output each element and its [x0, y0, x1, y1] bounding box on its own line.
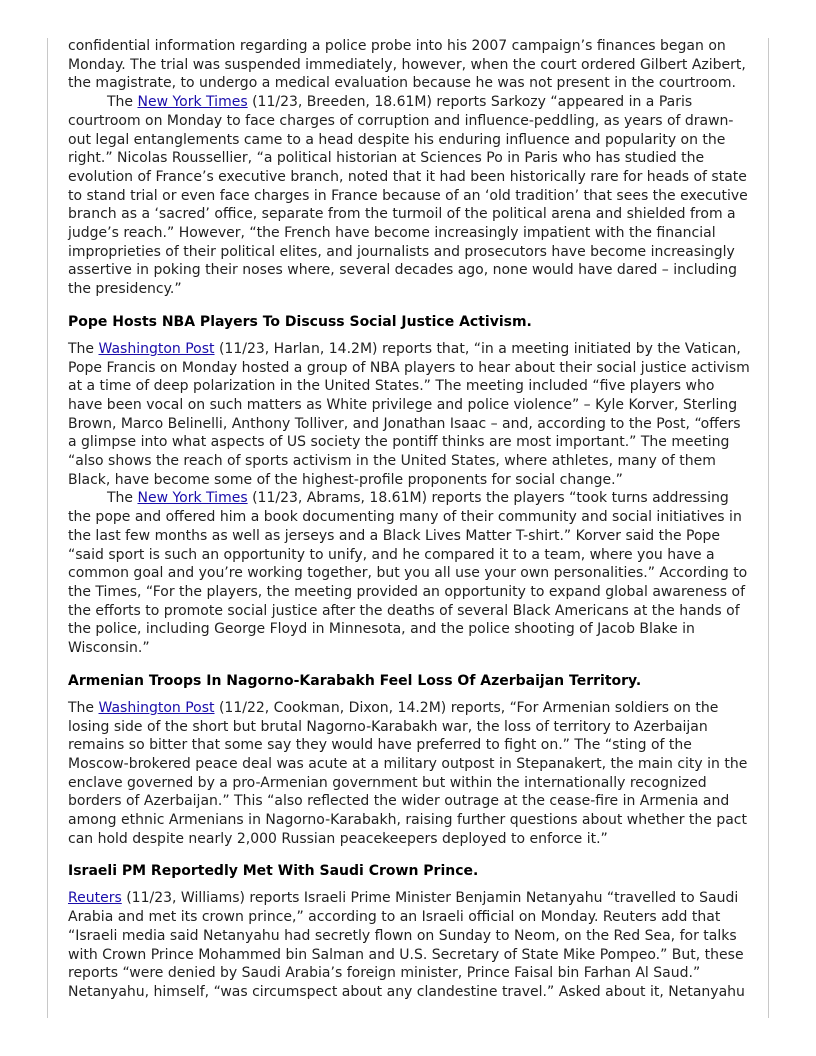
article-headline: Pope Hosts NBA Players To Discuss Social Justice Activism. [68, 313, 532, 330]
article-israeli-pm [68, 862, 750, 1001]
paragraph [68, 489, 750, 657]
paragraph [68, 93, 750, 299]
source-link-new-york-times[interactable]: New York Times [137, 490, 248, 507]
paragraph-prefix: The [107, 94, 138, 111]
left-margin-rule [47, 38, 48, 1018]
paragraph-text: (11/23, Breeden, 18.61M) reports Sarkozy “appeared in a Paris courtroom on Monday to face charges of corruption and influence-peddling, as years of drawn-out legal entanglements came to a head despite his enduring influence and popularity on the right.” Nicolas Roussellier, “a political historian at Sciences Po in Paris who has studied the evolution of France’s executive branch, noted that it had been historically rare for heads of state to stand trial or even face charges in France because of an ‘old tradition’ that sees the executive branch as a ‘sacred’ office, separate from the turmoil of the political arena and shielded from a judge’s reach.” However, “the French have become increasingly impatient with the financial improprieties of their political elites, and journalists and prosecutors have become increasingly assertive in poking their noses where, several decades ago, none would have dared – including the presidency.” [68, 94, 748, 298]
right-margin-rule [768, 38, 769, 1018]
paragraph-text: (11/23, Harlan, 14.2M) reports that, “in a meeting initiated by the Vatican, Pope Francis on Monday hosted a group of NBA players to hear about their social justice activism at a time of deep polarization in the United States.” The meeting included “five players who have been vocal on such matters as White privilege and police violence” – Kyle Korver, Sterling Brown, Marco Belinelli, Anthony Tolliver, and Jonathan Isaac – and, according to the Post, “offers a glimpse into what aspects of US society the pontiff thinks are most important.” The meeting “also shows the reach of sports activism in the United States, where athletes, many of them Black, have become some of the highest-profile proponents for social change.” [68, 340, 750, 488]
paragraph [68, 699, 750, 849]
paragraph [68, 340, 750, 490]
article-sarkozy-trial [68, 37, 750, 299]
source-link-washington-post[interactable]: Washington Post [98, 340, 215, 357]
paragraph-prefix: The [68, 699, 99, 716]
source-link-washington-post[interactable]: Washington Post [98, 699, 215, 716]
document-body [68, 37, 750, 1002]
article-armenian-troops [68, 672, 750, 849]
paragraph-prefix: The [107, 490, 138, 507]
paragraph [68, 37, 750, 93]
source-link-reuters[interactable]: Reuters [68, 890, 122, 907]
paragraph-text: confidential information regarding a police probe into his 2007 campaign’s finances began on Monday. The trial was suspended immediately, however, when the court ordered Gilbert Azibert, the magistrate, to undergo a medical evaluation because he was not present in the courtroom. [68, 38, 746, 92]
article-headline: Armenian Troops In Nagorno-Karabakh Feel Loss Of Azerbaijan Territory. [68, 672, 642, 689]
article-pope-nba [68, 313, 750, 658]
source-link-new-york-times[interactable]: New York Times [137, 94, 248, 111]
paragraph-prefix: The [68, 340, 99, 357]
article-headline: Israeli PM Reportedly Met With Saudi Crown Prince. [68, 863, 479, 880]
paragraph-text: (11/22, Cookman, Dixon, 14.2M) reports, “For Armenian soldiers on the losing side of the short but brutal Nagorno-Karabakh war, the loss of territory to Azerbaijan remains so bitter that some say they would have preferred to fight on.” The “sting of the Moscow-brokered peace deal was acute at a military outpost in Stepanakert, the main city in the enclave governed by a pro-Armenian government but within the internationally recognized borders of Azerbaijan.” This “also reflected the wider outrage at the cease-fire in Armenia and among ethnic Armenians in Nagorno-Karabakh, raising further questions about whether the pact can hold despite nearly 2,000 Russian peacekeepers deployed to enforce it.” [68, 699, 748, 847]
paragraph-text: (11/23, Abrams, 18.61M) reports the players “took turns addressing the pope and offered him a book documenting many of their community and social initiatives in the last few months as well as jerseys and a Black Lives Matter T-shirt.” Korver said the Pope “said sport is such an opportunity to unify, and he compared it to a team, where you have a common goal and you’re working together, but you all use your own personalities.” According to the Times, “For the players, the meeting provided an opportunity to expand global awareness of the efforts to promote social justice after the deaths of several Black Americans at the hands of the police, including George Floyd in Minnesota, and the police shooting of Jacob Blake in Wisconsin.” [68, 490, 748, 657]
paragraph-text: (11/23, Williams) reports Israeli Prime Minister Benjamin Netanyahu “travelled to Saudi Arabia and met its crown prince,” according to an Israeli official on Monday. Reuters add that “Israeli media said Netanyahu had secretly flown on Sunday to Neom, on the Red Sea, for talks with Crown Prince Mohammed bin Salman and U.S. Secretary of State Mike Pompeo.” But, these reports “were denied by Saudi Arabia’s foreign minister, Prince Faisal bin Farhan Al Saud.” Netanyahu, himself, “was circumspect about any clandestine travel.” Asked about it, Netanyahu [68, 890, 745, 1000]
paragraph [68, 889, 750, 1001]
